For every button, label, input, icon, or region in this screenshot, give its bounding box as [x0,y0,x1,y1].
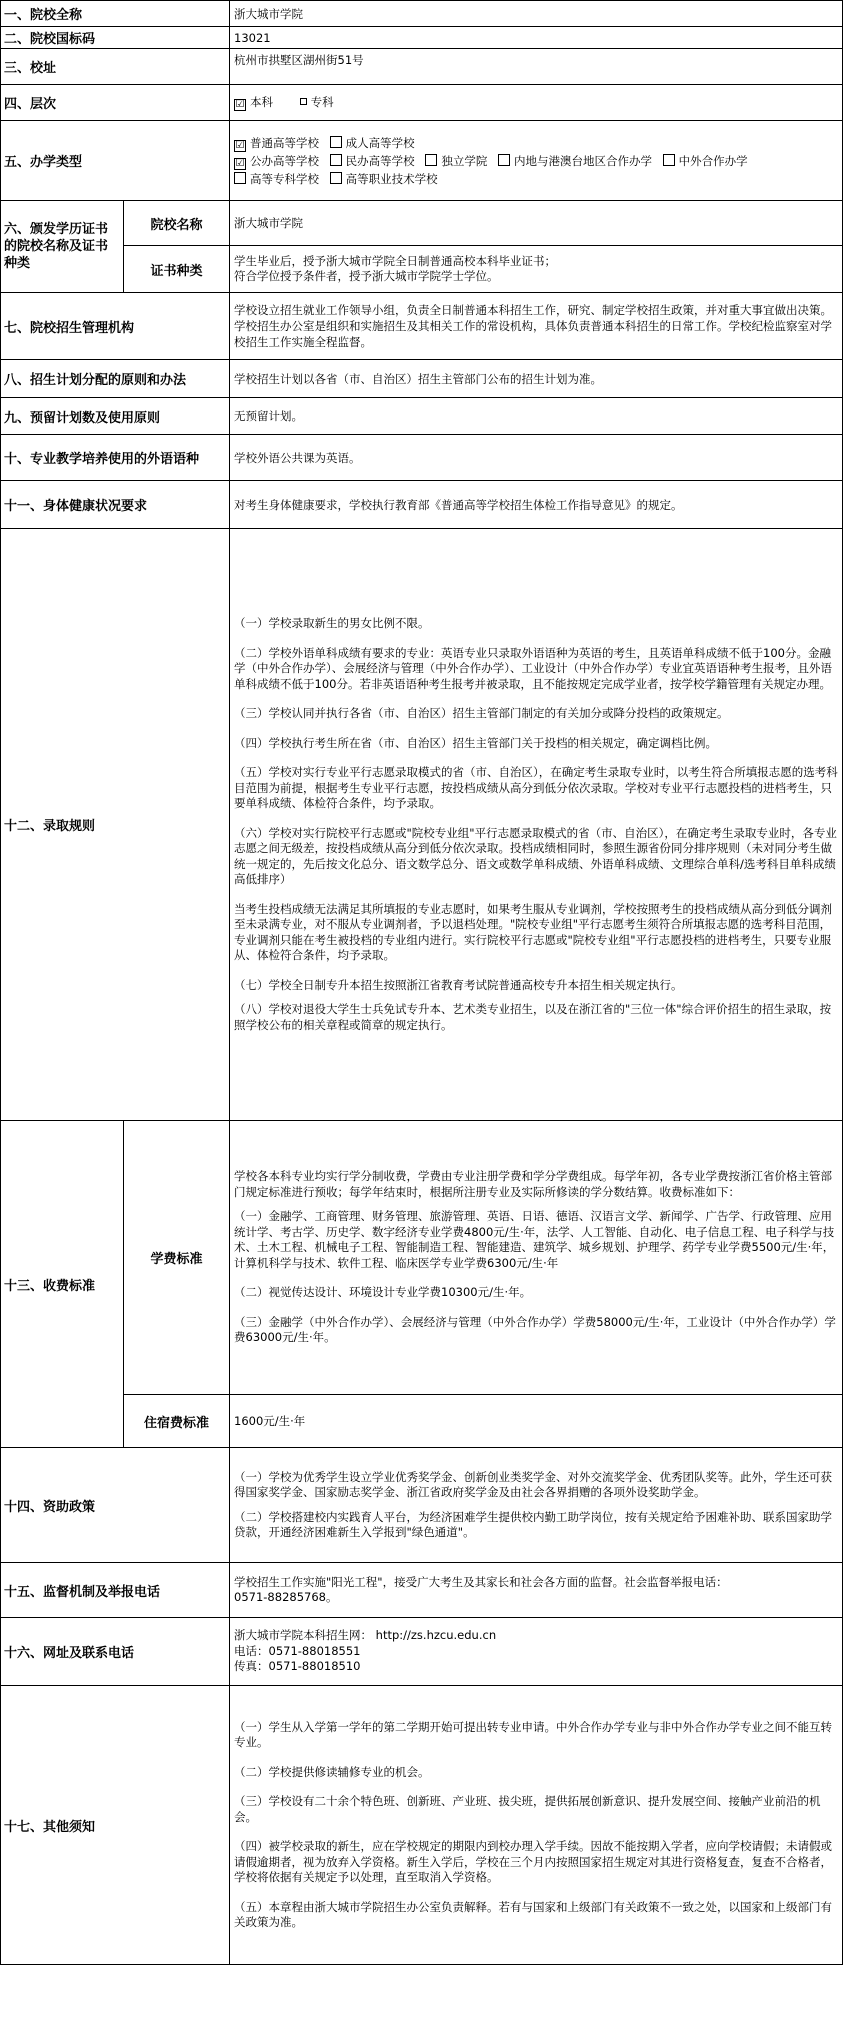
rule-paragraph: （八）学校对退役大学生士兵免试专升本、艺术类专业招生，以及在浙江省的"三位一体"综合评价招生的招生录取，按照学校公布的相关章程或简章的规定执行。 [234,1002,832,1032]
type-option-adult: 成人高等学校 [330,134,415,152]
row-reserved-plan [1,398,843,435]
type-option-regular: ☑ 普通高等学校 [235,135,320,151]
financial-aid-value [230,1448,843,1563]
level-options [230,85,843,121]
row-label: 八、招生计划分配的原则和办法 [1,360,230,398]
row-label: 二、院校国标码 [1,27,230,49]
level-option-undergrad: ☑ 本科 [235,95,274,110]
checkbox-empty-icon [663,154,675,166]
row-full-name [1,1,843,27]
rule-paragraph: （五）学校对实行专业平行志愿录取模式的省（市、自治区），在确定考生录取专业时，以考生符合所填报志愿的选考科目范围为前提，根据考生专业平行志愿，按投档成绩从高分到低分依次录取。学校对专业平行志愿投档的进档考生，只要单科成绩、体检符合条件，均予录取。 [234,765,838,810]
rule-paragraph: （六）学校对实行院校平行志愿或"院校专业组"平行志愿录取模式的省（市、自治区），在确定考生录取专业时，各专业志愿之间无级差，按投档成绩从高分到低分依次录取。投档成绩相同时，参照生源省份同分排序规则（未对同分考生做统一规定的，先后按文化总分、语文数学总分、语文或数学单科成绩、外语单科成绩、文理综合单科/选考科目单科成绩高低排序） [234,825,837,886]
row-financial-aid [1,1448,843,1563]
school-type-options [230,121,843,201]
rule-paragraph: 当考生投档成绩无法满足其所填报的专业志愿时，如果考生服从专业调剂，学校按照考生的投档成绩从高分到低分调剂至未录满专业，对不服从专业调剂者，予以退档处理。"院校专业组"平行志愿考生须符合所填报志愿的选考科目范围，专业调剂只能在考生被投档的专业组内进行。实行院校平行志愿或"院校专业组"平行志愿投档的进档考生，只要专业服从、体检符合条件，均予录取。 [234,901,833,962]
plan-principle-value: 学校招生计划以各省（市、自治区）招生主管部门公布的招生计划为准。 [230,360,843,398]
checkbox-checked-icon: ☑ [235,139,245,151]
type-option-private: 民办高等学校 [330,152,415,170]
row-tuition-fees [1,1121,843,1395]
row-school-type [1,121,843,201]
sub-label-tuition: 学费标准 [124,1121,230,1395]
phone-line: 电话：0571-88018551 [234,1643,361,1658]
note-paragraph: （五）本章程由浙大城市学院招生办公室负责解释。若有与国家和上级部门有关政策不一致之处，以国家和上级部门有关政策为准。 [234,1899,833,1929]
health-requirement-value: 对考生身体健康要求，学校执行教育部《普通高等学校招生体检工作指导意见》的规定。 [230,481,843,529]
note-paragraph: （二）学校提供修读辅修专业的机会。 [234,1764,430,1779]
rule-paragraph: （三）学校认同并执行各省（市、自治区）招生主管部门制定的有关加分或降分投档的政策规定。 [234,706,729,720]
website-contact-value [230,1618,843,1686]
reserved-plan-value: 无预留计划。 [230,398,843,435]
note-paragraph: （三）学校设有二十余个特色班、创新班、产业班、拔尖班，提供拓展创新意识、提升发展空间、接触产业前沿的机会。 [234,1794,821,1824]
rule-paragraph: （七）学校全日制专升本招生按照浙江省教育考试院普通高校专升本招生相关规定执行。 [234,977,683,992]
issuer-name-value: 浙大城市学院 [230,201,843,246]
address-value: 杭州市拱墅区湖州街51号 [230,49,843,85]
sub-label-accommodation: 住宿费标准 [124,1395,230,1448]
fee-paragraph: （三）金融学（中外合作办学）、会展经济与管理（中外合作办学）学费58000元/生·年，工业设计（中外合作办学）学费63000元/生·年。 [234,1314,836,1345]
tuition-value [230,1121,843,1395]
note-paragraph: （四）被学校录取的新生，应在学校规定的期限内到校办理入学手续。因故不能按期入学者，应向学校请假；未请假或请假逾期者，视为放弃入学资格。新生入学后，学校在三个月内按照国家招生规定对其进行资格复查，复查不合格者，学校将依据有关规定予以处理，直至取消入学资格。 [234,1839,833,1884]
accommodation-fee-value: 1600元/生·年 [230,1395,843,1448]
row-admission-rules [1,529,843,1121]
row-accommodation-fee [1,1395,843,1448]
checkbox-empty-icon [330,136,342,148]
foreign-language-value: 学校外语公共课为英语。 [230,435,843,481]
aid-paragraph: （一）学校为优秀学生设立学业优秀奖学金、创新创业类奖学金、对外交流奖学金、优秀团队奖等。此外，学生还可获得国家奖学金、国家励志奖学金、浙江省政府奖学金及由社会各界捐赠的各项外设奖助学金。 [234,1469,833,1499]
type-option-sino-foreign: 中外合作办学 [663,152,748,170]
row-label: 六、颁发学历证书的院校名称及证书种类 [1,201,124,293]
row-foreign-language [1,435,843,481]
other-notes-value [230,1686,843,1965]
row-health-requirement [1,481,843,529]
type-option-hk-macao-taiwan: 内地与港澳台地区合作办学 [498,152,652,170]
checkbox-empty-icon [498,154,510,166]
sub-label-certificate-type: 证书种类 [124,246,230,293]
checkbox-empty-icon [300,98,307,105]
row-address [1,49,843,85]
admission-rules-value [230,529,843,1121]
website-line: 浙大城市学院本科招生网： http://zs.hzcu.edu.cn [234,1628,497,1643]
row-label: 十二、录取规则 [1,529,230,1121]
type-option-public: ☑ 公办高等学校 [235,153,320,169]
row-level [1,85,843,121]
row-label: 五、办学类型 [1,121,230,201]
checkbox-empty-icon [234,172,246,184]
checkbox-empty-icon [425,154,437,166]
note-paragraph: （一）学生从入学第一学年的第二学期开始可提出转专业申请。中外合作办学专业与非中外合作办学专业之间不能互转专业。 [234,1719,833,1749]
row-label: 十、专业教学培养使用的外语语种 [1,435,230,481]
row-label: 一、院校全称 [1,1,230,27]
type-option-independent: 独立学院 [425,152,487,170]
school-name-value: 浙大城市学院 [230,1,843,27]
row-national-code [1,27,843,49]
aid-paragraph: （二）学校搭建校内实践育人平台，为经济困难学生提供校内勤工助学岗位，按有关规定给予困难补助、联系国家助学贷款，开通经济困难新生入学报到"绿色通道"。 [234,1509,833,1539]
row-label: 九、预留计划数及使用原则 [1,398,230,435]
supervision-value: 学校招生工作实施"阳光工程"，接受广大考生及其家长和社会各方面的监督。社会监督举报电话： 0571-88285768。 [230,1563,843,1618]
rule-paragraph: （二）学校外语单科成绩有要求的专业：英语专业只录取外语语种为英语的考生，且英语单科成绩不低于100分。金融学（中外合作办学）、会展经济与管理（中外合作办学）、工业设计（中外合作办学）专业宜英语语种考生报考，且外语单科成绩不低于100分。若非英语语种考生报考并被录取，且不能按规定完成学业者，按学校学籍管理有关规定办理。 [234,645,833,691]
national-code-value: 13021 [230,27,843,49]
row-label: 十三、收费标准 [1,1121,124,1448]
type-option-vocational: 高等职业技术学校 [330,170,438,188]
fee-paragraph: （二）视觉传达设计、环境设计专业学费10300元/生·年。 [234,1285,532,1300]
checkbox-checked-icon: ☑ [235,99,245,110]
row-label: 三、校址 [1,49,230,85]
row-supervision [1,1563,843,1618]
checkbox-checked-icon: ☑ [235,157,245,169]
row-label: 十七、其他须知 [1,1686,230,1965]
fee-paragraph: （一）金融学、工商管理、财务管理、旅游管理、英语、日语、德语、汉语言文学、新闻学、广告学、行政管理、应用统计学、考古学、历史学、数字经济专业学费4800元/生·年，法学、人工智能、自动化、电子信息工程、电子科学与技术、土木工程、机械电子工程、智能制造工程、智能建造、建筑学、城乡规划、护理学、药学专业学费5500元/生·年，计算机科学与技术、软件工程、临床医学专业学费6300元/生·年 [234,1209,835,1270]
row-certificate-issuer [1,201,843,246]
row-label: 四、层次 [1,85,230,121]
row-admission-office [1,293,843,360]
fee-paragraph: 学校各本科专业均实行学分制收费，学费由专业注册学费和学分学费组成。每学年初，各专业学费按浙江省价格主管部门规定标准进行预收；每学年结束时，根据所注册专业及实际所修读的学分数结算。收费标准如下： [234,1169,833,1199]
fax-line: 传真：0571-88018510 [234,1659,361,1674]
rule-paragraph: （四）学校执行考生所在省（市、自治区）招生主管部门关于投档的相关规定，确定调档比例。 [234,735,718,750]
rule-paragraph: （一）学校录取新生的男女比例不限。 [234,616,430,630]
row-label: 十四、资助政策 [1,1448,230,1563]
type-option-junior-college: 高等专科学校 [234,170,319,188]
certificate-type-value: 学生毕业后，授予浙大城市学院全日制普通高校本科毕业证书； 符合学位授予条件者，授予浙大城市学院学士学位。 [230,246,843,293]
report-phone: 0571-88285768。 [234,1590,338,1604]
row-label: 十五、监督机制及举报电话 [1,1563,230,1618]
sub-label-school-name: 院校名称 [124,201,230,246]
level-option-junior: 专科 [284,94,334,110]
row-certificate-type [1,246,843,293]
checkbox-empty-icon [330,172,342,184]
row-other-notes [1,1686,843,1965]
row-label: 十六、网址及联系电话 [1,1618,230,1686]
checkbox-empty-icon [330,154,342,166]
row-label: 十一、身体健康状况要求 [1,481,230,529]
row-plan-principle [1,360,843,398]
admission-office-value: 学校设立招生就业工作领导小组，负责全日制普通本科招生工作，研究、制定学校招生政策，并对重大事宜做出决策。学校招生办公室是组织和实施招生及其相关工作的常设机构，具体负责普通本科招生的日常工作。学校纪检监察室对学校招生工作实施全程监督。 [230,293,843,360]
row-label: 七、院校招生管理机构 [1,293,230,360]
row-website-contact [1,1618,843,1686]
